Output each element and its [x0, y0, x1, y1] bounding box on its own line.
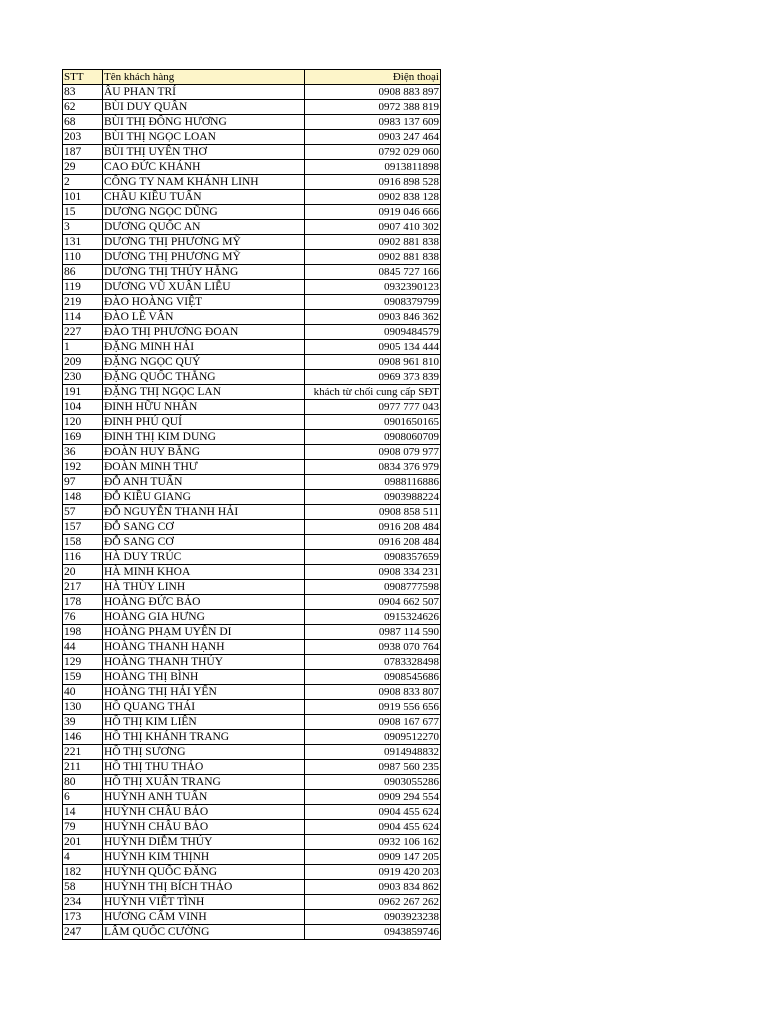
table-row [63, 85, 441, 100]
cell-stt: 203 [63, 130, 103, 145]
cell-phone: 0919 420 203 [305, 865, 441, 880]
cell-customer-name: ĐÀO LÊ VÂN [103, 310, 305, 325]
cell-phone: 0938 070 764 [305, 640, 441, 655]
cell-phone: 0908 833 807 [305, 685, 441, 700]
cell-phone: 0908 883 897 [305, 85, 441, 100]
table-row [63, 520, 441, 535]
cell-customer-name: DƯƠNG VŨ XUÂN LIỄU [103, 280, 305, 295]
cell-stt: 116 [63, 550, 103, 565]
header-phone: Điện thoại [305, 70, 441, 85]
cell-phone: 0905 134 444 [305, 340, 441, 355]
table-row [63, 490, 441, 505]
cell-phone: 0962 267 262 [305, 895, 441, 910]
table-row [63, 610, 441, 625]
table-row [63, 655, 441, 670]
table-row [63, 760, 441, 775]
cell-customer-name: ĐÀO HOÀNG VIỆT [103, 295, 305, 310]
cell-customer-name: HỒ THỊ KHÁNH TRANG [103, 730, 305, 745]
table-row [63, 685, 441, 700]
cell-customer-name: CÔNG TY NAM KHÁNH LINH [103, 175, 305, 190]
table-row [63, 250, 441, 265]
cell-stt: 14 [63, 805, 103, 820]
cell-customer-name: HỒ THỊ THU THẢO [103, 760, 305, 775]
cell-stt: 211 [63, 760, 103, 775]
cell-phone: 0902 881 838 [305, 250, 441, 265]
table-row [63, 745, 441, 760]
cell-stt: 209 [63, 355, 103, 370]
cell-customer-name: ĐỖ NGUYỄN THANH HẢI [103, 505, 305, 520]
cell-stt: 4 [63, 850, 103, 865]
cell-phone: 0901650165 [305, 415, 441, 430]
cell-phone: 0977 777 043 [305, 400, 441, 415]
cell-phone: 0845 727 166 [305, 265, 441, 280]
table-row [63, 100, 441, 115]
cell-phone: 0908545686 [305, 670, 441, 685]
cell-customer-name: HUỲNH QUỐC ĐĂNG [103, 865, 305, 880]
table-row [63, 865, 441, 880]
cell-phone: 0908 079 977 [305, 445, 441, 460]
cell-stt: 15 [63, 205, 103, 220]
table-row [63, 280, 441, 295]
table-row [63, 310, 441, 325]
cell-customer-name: ĐOÀN MINH THƯ [103, 460, 305, 475]
cell-stt: 58 [63, 880, 103, 895]
table-row [63, 355, 441, 370]
cell-customer-name: HUỲNH ANH TUẤN [103, 790, 305, 805]
cell-stt: 178 [63, 595, 103, 610]
cell-phone: 0909484579 [305, 325, 441, 340]
customer-table [62, 69, 441, 940]
cell-stt: 83 [63, 85, 103, 100]
cell-phone: 0908 167 677 [305, 715, 441, 730]
cell-phone: 0908379799 [305, 295, 441, 310]
cell-phone: 0783328498 [305, 655, 441, 670]
cell-phone: 0919 556 656 [305, 700, 441, 715]
cell-phone: 0834 376 979 [305, 460, 441, 475]
table-row [63, 565, 441, 580]
cell-phone: 0908 961 810 [305, 355, 441, 370]
cell-stt: 169 [63, 430, 103, 445]
cell-stt: 247 [63, 925, 103, 940]
table-row [63, 160, 441, 175]
cell-customer-name: CAO ĐỨC KHÁNH [103, 160, 305, 175]
table-row [63, 880, 441, 895]
cell-customer-name: HƯƠNG CẨM VINH [103, 910, 305, 925]
table-row [63, 700, 441, 715]
table-row [63, 325, 441, 340]
table-row [63, 175, 441, 190]
cell-stt: 201 [63, 835, 103, 850]
cell-customer-name: HÀ THÙY LINH [103, 580, 305, 595]
cell-stt: 217 [63, 580, 103, 595]
cell-phone: 0916 208 484 [305, 520, 441, 535]
table-row [63, 385, 441, 400]
cell-stt: 57 [63, 505, 103, 520]
cell-stt: 120 [63, 415, 103, 430]
cell-stt: 101 [63, 190, 103, 205]
cell-customer-name: ĐẶNG MINH HẢI [103, 340, 305, 355]
table-row [63, 475, 441, 490]
cell-stt: 20 [63, 565, 103, 580]
cell-stt: 148 [63, 490, 103, 505]
cell-stt: 114 [63, 310, 103, 325]
cell-customer-name: HOÀNG GIA HƯNG [103, 610, 305, 625]
cell-customer-name: ĐOÀN HUY BẰNG [103, 445, 305, 460]
cell-customer-name: ÂU PHAN TRÍ [103, 85, 305, 100]
cell-customer-name: HỒ THỊ XUÂN TRANG [103, 775, 305, 790]
header-stt: STT [63, 70, 103, 85]
cell-phone: 0987 114 590 [305, 625, 441, 640]
cell-phone: 0909512270 [305, 730, 441, 745]
table-row [63, 580, 441, 595]
cell-customer-name: DƯƠNG THỊ PHƯƠNG MỸ [103, 250, 305, 265]
cell-customer-name: ĐINH THỊ KIM DUNG [103, 430, 305, 445]
header-row [63, 70, 441, 85]
cell-customer-name: ĐINH HỮU NHÂN [103, 400, 305, 415]
cell-customer-name: ĐỖ ANH TUẤN [103, 475, 305, 490]
cell-customer-name: HỒ QUANG THÁI [103, 700, 305, 715]
cell-phone: 0932 106 162 [305, 835, 441, 850]
cell-customer-name: LÂM QUỐC CƯỜNG [103, 925, 305, 940]
cell-stt: 79 [63, 820, 103, 835]
cell-phone: 0916 208 484 [305, 535, 441, 550]
table-row [63, 205, 441, 220]
cell-phone: 0902 838 128 [305, 190, 441, 205]
cell-customer-name: DƯƠNG NGỌC DŨNG [103, 205, 305, 220]
cell-phone: 0913811898 [305, 160, 441, 175]
table-row [63, 670, 441, 685]
cell-phone: 0903 846 362 [305, 310, 441, 325]
cell-stt: 80 [63, 775, 103, 790]
cell-stt: 119 [63, 280, 103, 295]
cell-customer-name: HUỲNH CHÂU BẢO [103, 820, 305, 835]
cell-stt: 97 [63, 475, 103, 490]
table-row [63, 535, 441, 550]
table-row [63, 505, 441, 520]
cell-phone: 0908777598 [305, 580, 441, 595]
cell-stt: 187 [63, 145, 103, 160]
cell-stt: 130 [63, 700, 103, 715]
cell-stt: 198 [63, 625, 103, 640]
table-row [63, 415, 441, 430]
cell-stt: 221 [63, 745, 103, 760]
table-row [63, 370, 441, 385]
cell-customer-name: ĐỖ KIỀU GIANG [103, 490, 305, 505]
cell-stt: 219 [63, 295, 103, 310]
cell-customer-name: HOÀNG PHẠM UYÊN DI [103, 625, 305, 640]
cell-phone: 0903055286 [305, 775, 441, 790]
cell-stt: 157 [63, 520, 103, 535]
cell-phone: 0903 247 464 [305, 130, 441, 145]
cell-customer-name: DƯƠNG QUỐC AN [103, 220, 305, 235]
cell-phone: 0904 662 507 [305, 595, 441, 610]
table-row [63, 595, 441, 610]
cell-customer-name: HOÀNG THỊ HẢI YẾN [103, 685, 305, 700]
cell-customer-name: ĐẶNG THỊ NGỌC LAN [103, 385, 305, 400]
cell-customer-name: BÙI THỊ UYÊN THƠ [103, 145, 305, 160]
cell-stt: 62 [63, 100, 103, 115]
cell-stt: 6 [63, 790, 103, 805]
table-row [63, 625, 441, 640]
table-row [63, 910, 441, 925]
cell-phone: 0969 373 839 [305, 370, 441, 385]
cell-customer-name: ĐÀO THỊ PHƯƠNG ĐOAN [103, 325, 305, 340]
cell-phone: 0972 388 819 [305, 100, 441, 115]
cell-phone: khách từ chối cung cấp SĐT [305, 385, 441, 400]
cell-stt: 182 [63, 865, 103, 880]
cell-stt: 173 [63, 910, 103, 925]
table-row [63, 850, 441, 865]
cell-phone: 0907 410 302 [305, 220, 441, 235]
cell-stt: 227 [63, 325, 103, 340]
header-customer-name: Tên khách hàng [103, 70, 305, 85]
cell-phone: 0904 455 624 [305, 805, 441, 820]
table-row [63, 775, 441, 790]
cell-phone: 0987 560 235 [305, 760, 441, 775]
table-row [63, 805, 441, 820]
table-row [63, 130, 441, 145]
cell-customer-name: HUỲNH THỊ BÍCH THẢO [103, 880, 305, 895]
cell-customer-name: HOÀNG THANH THÚY [103, 655, 305, 670]
cell-stt: 39 [63, 715, 103, 730]
cell-stt: 104 [63, 400, 103, 415]
cell-customer-name: HUỲNH CHÂU BẢO [103, 805, 305, 820]
cell-stt: 29 [63, 160, 103, 175]
cell-phone: 0909 294 554 [305, 790, 441, 805]
cell-stt: 86 [63, 265, 103, 280]
cell-customer-name: HUỲNH KIM THỊNH [103, 850, 305, 865]
cell-customer-name: ĐỖ SANG CƠ [103, 520, 305, 535]
table-row [63, 340, 441, 355]
cell-phone: 0792 029 060 [305, 145, 441, 160]
cell-customer-name: DƯƠNG THỊ THÚY HẰNG [103, 265, 305, 280]
cell-phone: 0903988224 [305, 490, 441, 505]
cell-customer-name: HOÀNG THANH HẠNH [103, 640, 305, 655]
table-row [63, 400, 441, 415]
cell-stt: 158 [63, 535, 103, 550]
cell-phone: 0904 455 624 [305, 820, 441, 835]
cell-stt: 2 [63, 175, 103, 190]
table-row [63, 895, 441, 910]
cell-stt: 230 [63, 370, 103, 385]
cell-customer-name: HUỲNH VIẾT TÌNH [103, 895, 305, 910]
cell-phone: 0908 334 231 [305, 565, 441, 580]
cell-phone: 0908060709 [305, 430, 441, 445]
cell-stt: 76 [63, 610, 103, 625]
cell-stt: 191 [63, 385, 103, 400]
table-header [63, 70, 441, 85]
table-row [63, 220, 441, 235]
table-row [63, 790, 441, 805]
table-row [63, 715, 441, 730]
table-row [63, 460, 441, 475]
cell-phone: 0908357659 [305, 550, 441, 565]
table-row [63, 430, 441, 445]
cell-stt: 3 [63, 220, 103, 235]
table-row [63, 445, 441, 460]
cell-phone: 0983 137 609 [305, 115, 441, 130]
table-row [63, 730, 441, 745]
cell-stt: 44 [63, 640, 103, 655]
table-row [63, 550, 441, 565]
table-row [63, 265, 441, 280]
cell-customer-name: ĐINH PHÚ QUÍ [103, 415, 305, 430]
cell-customer-name: BÙI THỊ ĐÔNG HƯƠNG [103, 115, 305, 130]
table-row [63, 115, 441, 130]
cell-customer-name: HUỲNH DIỄM THÚY [103, 835, 305, 850]
cell-stt: 1 [63, 340, 103, 355]
cell-customer-name: BÙI THỊ NGỌC LOAN [103, 130, 305, 145]
cell-phone: 0988116886 [305, 475, 441, 490]
cell-phone: 0943859746 [305, 925, 441, 940]
cell-stt: 234 [63, 895, 103, 910]
cell-phone: 0908 858 511 [305, 505, 441, 520]
cell-customer-name: HOÀNG THỊ BÌNH [103, 670, 305, 685]
cell-customer-name: HÀ DUY TRÚC [103, 550, 305, 565]
table-row [63, 190, 441, 205]
cell-phone: 0932390123 [305, 280, 441, 295]
cell-customer-name: ĐẶNG NGỌC QUÝ [103, 355, 305, 370]
cell-phone: 0914948832 [305, 745, 441, 760]
cell-stt: 146 [63, 730, 103, 745]
cell-phone: 0903923238 [305, 910, 441, 925]
cell-customer-name: ĐỖ SANG CƠ [103, 535, 305, 550]
cell-stt: 68 [63, 115, 103, 130]
cell-stt: 129 [63, 655, 103, 670]
cell-phone: 0903 834 862 [305, 880, 441, 895]
table-body [63, 85, 441, 940]
cell-stt: 36 [63, 445, 103, 460]
cell-customer-name: HỒ THỊ SƯƠNG [103, 745, 305, 760]
cell-stt: 131 [63, 235, 103, 250]
cell-stt: 159 [63, 670, 103, 685]
cell-phone: 0915324626 [305, 610, 441, 625]
table-row [63, 835, 441, 850]
cell-customer-name: HÀ MINH KHOA [103, 565, 305, 580]
cell-stt: 192 [63, 460, 103, 475]
table-row [63, 640, 441, 655]
cell-phone: 0919 046 666 [305, 205, 441, 220]
cell-stt: 40 [63, 685, 103, 700]
table-row [63, 295, 441, 310]
cell-stt: 110 [63, 250, 103, 265]
table-row [63, 820, 441, 835]
cell-customer-name: CHÂU KIỀU TUẤN [103, 190, 305, 205]
cell-phone: 0902 881 838 [305, 235, 441, 250]
table-row [63, 925, 441, 940]
cell-phone: 0909 147 205 [305, 850, 441, 865]
table-row [63, 235, 441, 250]
cell-customer-name: HỒ THỊ KIM LIÊN [103, 715, 305, 730]
cell-customer-name: DƯƠNG THỊ PHƯƠNG MỸ [103, 235, 305, 250]
cell-customer-name: ĐẶNG QUỐC THẮNG [103, 370, 305, 385]
table-row [63, 145, 441, 160]
cell-customer-name: BÙI DUY QUÂN [103, 100, 305, 115]
cell-customer-name: HOÀNG ĐỨC BẢO [103, 595, 305, 610]
cell-phone: 0916 898 528 [305, 175, 441, 190]
